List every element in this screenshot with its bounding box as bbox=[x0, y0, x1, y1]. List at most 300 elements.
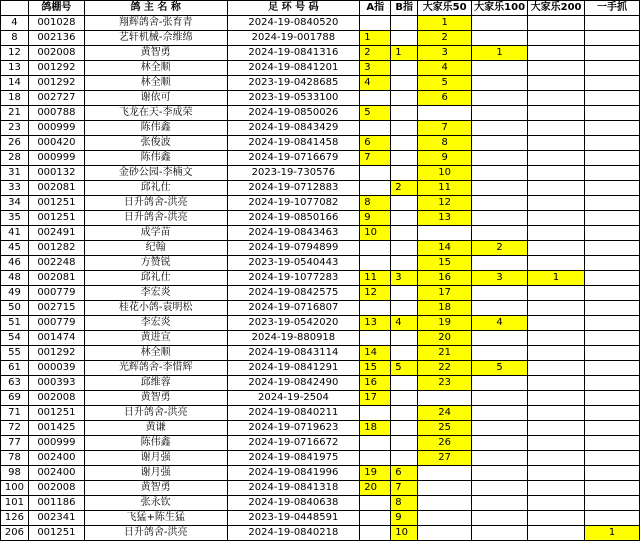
rank-cell: 49 bbox=[1, 286, 29, 301]
yishouzhua-cell bbox=[585, 61, 640, 76]
owner-name-cell: 陈伟鑫 bbox=[84, 151, 227, 166]
ring-number-cell: 2023-19-0448591 bbox=[227, 511, 360, 526]
ring-number-cell: 2024-19-0840638 bbox=[227, 496, 360, 511]
table-row bbox=[1, 76, 640, 91]
pen-number-cell: 001474 bbox=[28, 331, 84, 346]
dajiale-50-cell: 22 bbox=[418, 361, 472, 376]
dajiale-100-cell bbox=[472, 436, 528, 451]
dajiale-200-cell bbox=[528, 151, 585, 166]
pen-number-cell: 001425 bbox=[28, 421, 84, 436]
ring-number-cell: 2024-19-0841291 bbox=[227, 361, 360, 376]
dajiale-100-cell bbox=[472, 406, 528, 421]
yishouzhua-cell bbox=[585, 511, 640, 526]
dajiale-200-cell bbox=[528, 241, 585, 256]
dajiale-200-cell bbox=[528, 466, 585, 481]
dajiale-200-cell bbox=[528, 406, 585, 421]
dajiale-50-cell: 4 bbox=[418, 61, 472, 76]
b-index-cell bbox=[391, 391, 418, 406]
yishouzhua-cell bbox=[585, 436, 640, 451]
ring-number-cell: 2024-19-0841316 bbox=[227, 46, 360, 61]
b-index-cell bbox=[391, 421, 418, 436]
ring-number-cell: 2024-19-0840211 bbox=[227, 406, 360, 421]
dajiale-100-cell: 4 bbox=[472, 316, 528, 331]
rank-cell: 98 bbox=[1, 466, 29, 481]
ring-number-cell: 2024-19-0840218 bbox=[227, 526, 360, 541]
owner-name-cell: 日升鸽舍-洪亮 bbox=[84, 211, 227, 226]
ring-number-cell: 2024-19-0850026 bbox=[227, 106, 360, 121]
dajiale-100-cell bbox=[472, 31, 528, 46]
b-index-cell bbox=[391, 76, 418, 91]
dajiale-100-cell bbox=[472, 106, 528, 121]
a-index-cell: 1 bbox=[360, 31, 391, 46]
table-row bbox=[1, 391, 640, 406]
dajiale-50-cell: 26 bbox=[418, 436, 472, 451]
dajiale-200-cell bbox=[528, 346, 585, 361]
a-index-cell: 4 bbox=[360, 76, 391, 91]
yishouzhua-cell bbox=[585, 376, 640, 391]
pen-number-cell: 001292 bbox=[28, 76, 84, 91]
pen-number-cell: 002081 bbox=[28, 181, 84, 196]
table-body bbox=[1, 16, 640, 541]
ring-number-cell: 2024-19-0841458 bbox=[227, 136, 360, 151]
a-index-cell: 14 bbox=[360, 346, 391, 361]
dajiale-100-cell bbox=[472, 76, 528, 91]
dajiale-50-cell: 5 bbox=[418, 76, 472, 91]
yishouzhua-cell bbox=[585, 46, 640, 61]
dajiale-50-cell: 7 bbox=[418, 121, 472, 136]
dajiale-200-cell bbox=[528, 106, 585, 121]
dajiale-50-cell: 12 bbox=[418, 196, 472, 211]
table-row bbox=[1, 211, 640, 226]
dajiale-50-cell: 10 bbox=[418, 166, 472, 181]
a-index-cell: 3 bbox=[360, 61, 391, 76]
dajiale-100-cell: 1 bbox=[472, 46, 528, 61]
ring-number-cell: 2024-19-0843114 bbox=[227, 346, 360, 361]
a-index-cell bbox=[360, 166, 391, 181]
b-index-cell bbox=[391, 136, 418, 151]
rank-cell: 101 bbox=[1, 496, 29, 511]
dajiale-50-cell: 15 bbox=[418, 256, 472, 271]
ring-number-cell: 2024-19-0716672 bbox=[227, 436, 360, 451]
pen-number-cell: 000999 bbox=[28, 151, 84, 166]
yishouzhua-cell bbox=[585, 211, 640, 226]
table-row bbox=[1, 346, 640, 361]
owner-name-cell: 陈伟鑫 bbox=[84, 121, 227, 136]
pen-number-cell: 001028 bbox=[28, 16, 84, 31]
ring-number-cell: 2023-19-730576 bbox=[227, 166, 360, 181]
yishouzhua-cell bbox=[585, 361, 640, 376]
owner-name-cell: 桂花小鸽-袁明松 bbox=[84, 301, 227, 316]
yishouzhua-cell bbox=[585, 451, 640, 466]
a-index-cell: 18 bbox=[360, 421, 391, 436]
rank-cell: 41 bbox=[1, 226, 29, 241]
dajiale-100-cell: 5 bbox=[472, 361, 528, 376]
dajiale-50-cell: 8 bbox=[418, 136, 472, 151]
yishouzhua-cell bbox=[585, 241, 640, 256]
pen-number-cell: 002008 bbox=[28, 481, 84, 496]
a-index-cell: 8 bbox=[360, 196, 391, 211]
pen-number-cell: 002248 bbox=[28, 256, 84, 271]
a-index-cell bbox=[360, 511, 391, 526]
ring-number-cell: 2023-19-0540443 bbox=[227, 256, 360, 271]
a-index-cell bbox=[360, 16, 391, 31]
dajiale-200-cell bbox=[528, 256, 585, 271]
pen-number-cell: 001282 bbox=[28, 241, 84, 256]
table-row bbox=[1, 331, 640, 346]
pen-number-cell: 001251 bbox=[28, 196, 84, 211]
a-index-cell: 13 bbox=[360, 316, 391, 331]
header-ring-number: 足 环 号 码 bbox=[227, 1, 360, 16]
rank-cell: 46 bbox=[1, 256, 29, 271]
dajiale-50-cell: 18 bbox=[418, 301, 472, 316]
dajiale-200-cell bbox=[528, 316, 585, 331]
dajiale-200-cell bbox=[528, 421, 585, 436]
dajiale-200-cell bbox=[528, 46, 585, 61]
a-index-cell: 11 bbox=[360, 271, 391, 286]
dajiale-50-cell: 16 bbox=[418, 271, 472, 286]
yishouzhua-cell bbox=[585, 226, 640, 241]
yishouzhua-cell bbox=[585, 31, 640, 46]
yishouzhua-cell bbox=[585, 286, 640, 301]
b-index-cell bbox=[391, 91, 418, 106]
table-row bbox=[1, 151, 640, 166]
table-row bbox=[1, 511, 640, 526]
yishouzhua-cell bbox=[585, 121, 640, 136]
rank-cell: 48 bbox=[1, 271, 29, 286]
pen-number-cell: 002008 bbox=[28, 46, 84, 61]
dajiale-50-cell: 14 bbox=[418, 241, 472, 256]
table-row bbox=[1, 136, 640, 151]
rank-cell: 50 bbox=[1, 301, 29, 316]
a-index-cell: 7 bbox=[360, 151, 391, 166]
a-index-cell bbox=[360, 181, 391, 196]
owner-name-cell: 邱礼仕 bbox=[84, 271, 227, 286]
owner-name-cell: 林全顺 bbox=[84, 346, 227, 361]
rank-cell: 14 bbox=[1, 76, 29, 91]
table-row bbox=[1, 406, 640, 421]
ring-number-cell: 2024-19-0719623 bbox=[227, 421, 360, 436]
ring-number-cell: 2023-19-0533100 bbox=[227, 91, 360, 106]
dajiale-50-cell: 11 bbox=[418, 181, 472, 196]
b-index-cell bbox=[391, 106, 418, 121]
yishouzhua-cell bbox=[585, 76, 640, 91]
dajiale-200-cell bbox=[528, 136, 585, 151]
yishouzhua-cell bbox=[585, 181, 640, 196]
dajiale-100-cell bbox=[472, 211, 528, 226]
header-owner-name: 鸽 主 名 称 bbox=[84, 1, 227, 16]
table-row bbox=[1, 286, 640, 301]
yishouzhua-cell bbox=[585, 466, 640, 481]
dajiale-200-cell bbox=[528, 496, 585, 511]
table-row bbox=[1, 376, 640, 391]
ring-number-cell: 2024-19-880918 bbox=[227, 331, 360, 346]
rank-cell: 18 bbox=[1, 91, 29, 106]
dajiale-100-cell bbox=[472, 421, 528, 436]
a-index-cell: 15 bbox=[360, 361, 391, 376]
dajiale-100-cell bbox=[472, 466, 528, 481]
yishouzhua-cell bbox=[585, 136, 640, 151]
a-index-cell: 19 bbox=[360, 466, 391, 481]
b-index-cell: 4 bbox=[391, 316, 418, 331]
dajiale-200-cell bbox=[528, 16, 585, 31]
yishouzhua-cell bbox=[585, 166, 640, 181]
a-index-cell: 2 bbox=[360, 46, 391, 61]
owner-name-cell: 艺轩机械-佘维绵 bbox=[84, 31, 227, 46]
table-row bbox=[1, 361, 640, 376]
dajiale-50-cell: 13 bbox=[418, 211, 472, 226]
dajiale-200-cell: 1 bbox=[528, 271, 585, 286]
b-index-cell: 7 bbox=[391, 481, 418, 496]
b-index-cell: 2 bbox=[391, 181, 418, 196]
dajiale-50-cell: 19 bbox=[418, 316, 472, 331]
owner-name-cell: 翔辉鸽舍-张育青 bbox=[84, 16, 227, 31]
owner-name-cell: 林全顺 bbox=[84, 61, 227, 76]
owner-name-cell: 邱礼仕 bbox=[84, 181, 227, 196]
ring-number-cell: 2024-19-0712883 bbox=[227, 181, 360, 196]
pen-number-cell: 001186 bbox=[28, 496, 84, 511]
table-row bbox=[1, 451, 640, 466]
dajiale-200-cell bbox=[528, 451, 585, 466]
yishouzhua-cell bbox=[585, 346, 640, 361]
b-index-cell: 9 bbox=[391, 511, 418, 526]
dajiale-50-cell bbox=[418, 526, 472, 541]
header-pen-number: 鸽棚号 bbox=[28, 1, 84, 16]
ring-number-cell: 2024-19-0842490 bbox=[227, 376, 360, 391]
b-index-cell bbox=[391, 286, 418, 301]
pen-number-cell: 000039 bbox=[28, 361, 84, 376]
dajiale-200-cell bbox=[528, 436, 585, 451]
pen-number-cell: 000393 bbox=[28, 376, 84, 391]
b-index-cell: 1 bbox=[391, 46, 418, 61]
table-row bbox=[1, 181, 640, 196]
dajiale-100-cell bbox=[472, 16, 528, 31]
dajiale-100-cell bbox=[472, 331, 528, 346]
rank-cell: 54 bbox=[1, 331, 29, 346]
dajiale-200-cell bbox=[528, 391, 585, 406]
dajiale-200-cell bbox=[528, 31, 585, 46]
pen-number-cell: 001251 bbox=[28, 406, 84, 421]
rank-cell: 55 bbox=[1, 346, 29, 361]
ring-number-cell: 2023-19-0542020 bbox=[227, 316, 360, 331]
dajiale-100-cell bbox=[472, 91, 528, 106]
dajiale-50-cell bbox=[418, 226, 472, 241]
dajiale-100-cell bbox=[472, 376, 528, 391]
b-index-cell bbox=[391, 16, 418, 31]
a-index-cell bbox=[360, 91, 391, 106]
dajiale-200-cell bbox=[528, 511, 585, 526]
header-rank bbox=[1, 1, 29, 16]
a-index-cell bbox=[360, 241, 391, 256]
rank-cell: 23 bbox=[1, 121, 29, 136]
dajiale-100-cell bbox=[472, 61, 528, 76]
yishouzhua-cell bbox=[585, 151, 640, 166]
table-row bbox=[1, 316, 640, 331]
b-index-cell bbox=[391, 406, 418, 421]
dajiale-50-cell: 6 bbox=[418, 91, 472, 106]
dajiale-200-cell bbox=[528, 286, 585, 301]
b-index-cell bbox=[391, 211, 418, 226]
rank-cell: 28 bbox=[1, 151, 29, 166]
owner-name-cell: 李宏炎 bbox=[84, 316, 227, 331]
rank-cell: 61 bbox=[1, 361, 29, 376]
yishouzhua-cell bbox=[585, 406, 640, 421]
yishouzhua-cell bbox=[585, 496, 640, 511]
b-index-cell bbox=[391, 451, 418, 466]
a-index-cell bbox=[360, 121, 391, 136]
yishouzhua-cell bbox=[585, 256, 640, 271]
dajiale-50-cell bbox=[418, 391, 472, 406]
pen-number-cell: 002008 bbox=[28, 391, 84, 406]
dajiale-50-cell bbox=[418, 106, 472, 121]
dajiale-50-cell: 27 bbox=[418, 451, 472, 466]
rank-cell: 35 bbox=[1, 211, 29, 226]
yishouzhua-cell bbox=[585, 316, 640, 331]
table-row bbox=[1, 421, 640, 436]
b-index-cell bbox=[391, 151, 418, 166]
table-row bbox=[1, 16, 640, 31]
pen-number-cell: 000788 bbox=[28, 106, 84, 121]
ring-number-cell: 2024-19-2504 bbox=[227, 391, 360, 406]
rank-cell: 34 bbox=[1, 196, 29, 211]
pen-number-cell: 002715 bbox=[28, 301, 84, 316]
table-row bbox=[1, 226, 640, 241]
ring-number-cell: 2024-19-0841201 bbox=[227, 61, 360, 76]
rank-cell: 21 bbox=[1, 106, 29, 121]
dajiale-50-cell: 23 bbox=[418, 376, 472, 391]
dajiale-100-cell bbox=[472, 226, 528, 241]
a-index-cell bbox=[360, 436, 391, 451]
rank-cell: 126 bbox=[1, 511, 29, 526]
dajiale-100-cell bbox=[472, 181, 528, 196]
table-row bbox=[1, 196, 640, 211]
owner-name-cell: 林全顺 bbox=[84, 76, 227, 91]
table-row bbox=[1, 241, 640, 256]
dajiale-200-cell bbox=[528, 181, 585, 196]
owner-name-cell: 黄谦 bbox=[84, 421, 227, 436]
rank-cell: 72 bbox=[1, 421, 29, 436]
owner-name-cell: 飞龙在天-李成荣 bbox=[84, 106, 227, 121]
a-index-cell: 6 bbox=[360, 136, 391, 151]
table-row bbox=[1, 166, 640, 181]
rank-cell: 33 bbox=[1, 181, 29, 196]
b-index-cell: 10 bbox=[391, 526, 418, 541]
dajiale-100-cell bbox=[472, 451, 528, 466]
owner-name-cell: 黄智勇 bbox=[84, 481, 227, 496]
table-row bbox=[1, 91, 640, 106]
ring-number-cell: 2024-19-0841975 bbox=[227, 451, 360, 466]
owner-name-cell: 黄进宣 bbox=[84, 331, 227, 346]
b-index-cell bbox=[391, 301, 418, 316]
dajiale-50-cell: 9 bbox=[418, 151, 472, 166]
dajiale-100-cell bbox=[472, 391, 528, 406]
owner-name-cell: 光辉鸽舍-李惜辉 bbox=[84, 361, 227, 376]
ring-number-cell: 2024-19-1077283 bbox=[227, 271, 360, 286]
table-row bbox=[1, 466, 640, 481]
header-dajiale-50: 大家乐50 bbox=[418, 1, 472, 16]
ring-number-cell: 2024-19-001788 bbox=[227, 31, 360, 46]
rank-cell: 12 bbox=[1, 46, 29, 61]
pen-number-cell: 002136 bbox=[28, 31, 84, 46]
ring-number-cell: 2024-19-0716807 bbox=[227, 301, 360, 316]
owner-name-cell: 黄智勇 bbox=[84, 391, 227, 406]
pen-number-cell: 001251 bbox=[28, 526, 84, 541]
dajiale-50-cell bbox=[418, 481, 472, 496]
a-index-cell: 5 bbox=[360, 106, 391, 121]
table-row bbox=[1, 301, 640, 316]
header-dajiale-200: 大家乐200 bbox=[528, 1, 585, 16]
rank-cell: 45 bbox=[1, 241, 29, 256]
header-b-index: B指 bbox=[391, 1, 418, 16]
header-row bbox=[1, 1, 640, 16]
pen-number-cell: 001292 bbox=[28, 346, 84, 361]
dajiale-100-cell bbox=[472, 121, 528, 136]
dajiale-50-cell: 1 bbox=[418, 16, 472, 31]
owner-name-cell: 张永钦 bbox=[84, 496, 227, 511]
b-index-cell bbox=[391, 226, 418, 241]
yishouzhua-cell bbox=[585, 91, 640, 106]
yishouzhua-cell bbox=[585, 421, 640, 436]
header-a-index: A指 bbox=[360, 1, 391, 16]
dajiale-100-cell bbox=[472, 196, 528, 211]
table-row bbox=[1, 121, 640, 136]
ring-number-cell: 2024-19-0840520 bbox=[227, 16, 360, 31]
owner-name-cell: 方赞锐 bbox=[84, 256, 227, 271]
yishouzhua-cell bbox=[585, 271, 640, 286]
table-row bbox=[1, 256, 640, 271]
dajiale-50-cell: 2 bbox=[418, 31, 472, 46]
b-index-cell: 5 bbox=[391, 361, 418, 376]
b-index-cell bbox=[391, 346, 418, 361]
a-index-cell bbox=[360, 256, 391, 271]
table-row bbox=[1, 496, 640, 511]
b-index-cell bbox=[391, 331, 418, 346]
ring-number-cell: 2024-19-0843463 bbox=[227, 226, 360, 241]
pen-number-cell: 000132 bbox=[28, 166, 84, 181]
dajiale-200-cell bbox=[528, 481, 585, 496]
rank-cell: 77 bbox=[1, 436, 29, 451]
pen-number-cell: 000779 bbox=[28, 316, 84, 331]
dajiale-200-cell bbox=[528, 301, 585, 316]
rank-cell: 26 bbox=[1, 136, 29, 151]
pen-number-cell: 000999 bbox=[28, 121, 84, 136]
dajiale-50-cell: 25 bbox=[418, 421, 472, 436]
a-index-cell: 9 bbox=[360, 211, 391, 226]
dajiale-100-cell bbox=[472, 256, 528, 271]
b-index-cell: 8 bbox=[391, 496, 418, 511]
header-yishouzhua: 一手抓 bbox=[585, 1, 640, 16]
b-index-cell: 6 bbox=[391, 466, 418, 481]
a-index-cell: 10 bbox=[360, 226, 391, 241]
table-row bbox=[1, 46, 640, 61]
table-row bbox=[1, 526, 640, 541]
b-index-cell bbox=[391, 121, 418, 136]
rank-cell: 206 bbox=[1, 526, 29, 541]
yishouzhua-cell bbox=[585, 391, 640, 406]
ring-number-cell: 2024-19-0841318 bbox=[227, 481, 360, 496]
dajiale-100-cell: 3 bbox=[472, 271, 528, 286]
pen-number-cell: 002491 bbox=[28, 226, 84, 241]
pen-number-cell: 000779 bbox=[28, 286, 84, 301]
dajiale-50-cell: 17 bbox=[418, 286, 472, 301]
pen-number-cell: 002400 bbox=[28, 466, 84, 481]
dajiale-100-cell: 2 bbox=[472, 241, 528, 256]
pen-number-cell: 002400 bbox=[28, 451, 84, 466]
dajiale-200-cell bbox=[528, 166, 585, 181]
rank-cell: 13 bbox=[1, 61, 29, 76]
table-row bbox=[1, 106, 640, 121]
owner-name-cell: 陈伟鑫 bbox=[84, 436, 227, 451]
a-index-cell: 16 bbox=[360, 376, 391, 391]
